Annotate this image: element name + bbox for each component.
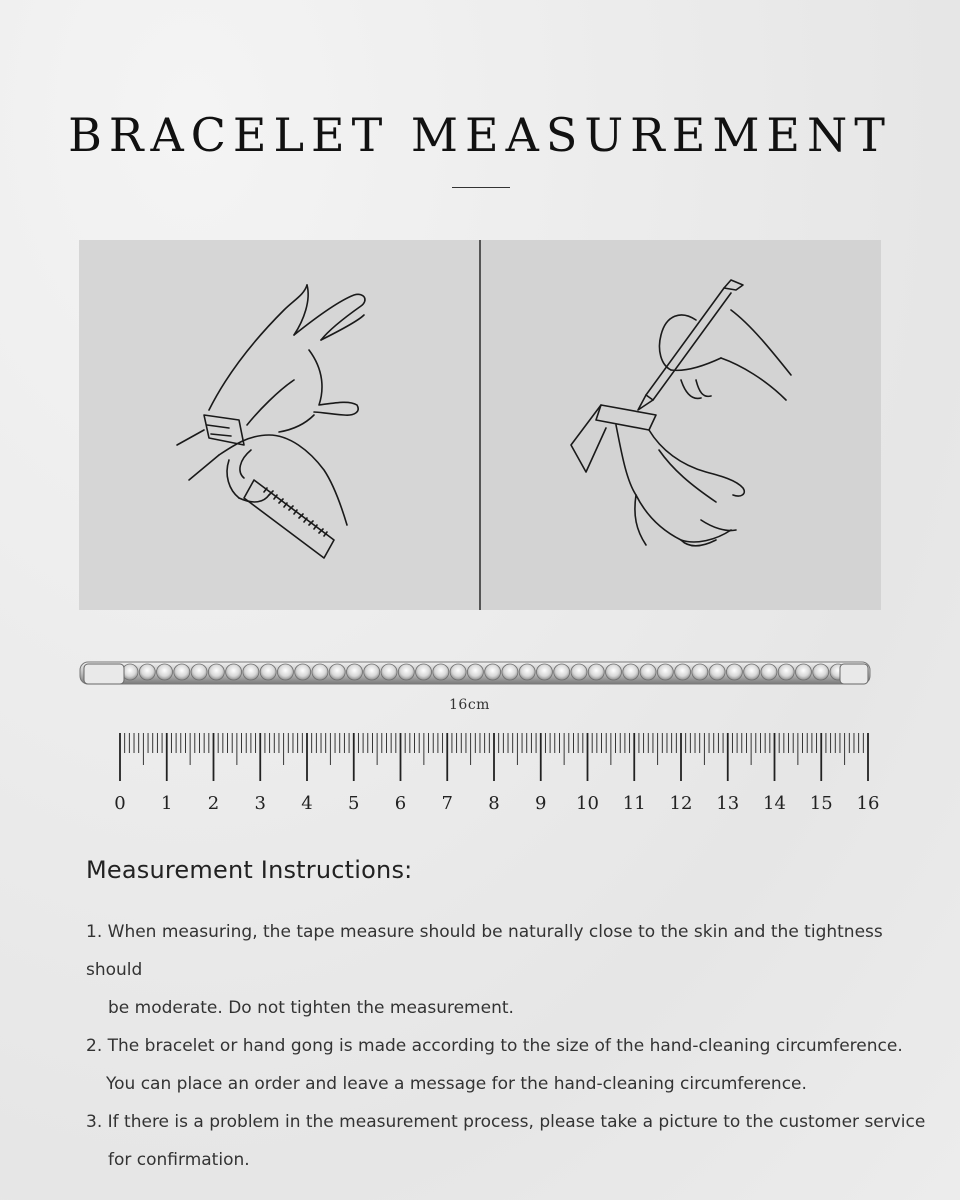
bracelet-stone [467,664,483,680]
bracelet-stone [744,664,760,680]
bracelet-stone [277,664,293,680]
wrist-measure-illustration [79,240,479,610]
bracelet-stone [795,664,811,680]
bracelet-stone [139,664,155,680]
instruction-number: 3. [86,1112,103,1132]
title-underline [452,187,510,188]
instructions-title: Measurement Instructions: [86,856,413,884]
ruler-label: 11 [622,793,646,814]
instructions-list [86,913,926,1179]
bracelet-stone [657,664,673,680]
ruler-label: 5 [348,793,360,814]
instruction-text-continued: for confirmation. [108,1150,250,1170]
bracelet-stone [208,664,224,680]
bracelet-stone [433,664,449,680]
bracelet-stone [260,664,276,680]
instruction-item [86,1103,926,1179]
bracelet-stone [312,664,328,680]
centimeter-ruler [0,725,960,825]
bracelet-stone [174,664,190,680]
instruction-text: The bracelet or hand gong is made according to the size of the hand-cleaning circumference. [107,1036,903,1056]
ruler-label: 7 [441,793,453,814]
bracelet-stone [571,664,587,680]
ruler-label: 12 [669,793,693,814]
instruction-number: 1. [86,922,103,942]
instruction-text-continued: You can place an order and leave a message for the hand-cleaning circumference. [106,1074,807,1094]
bracelet-stone [502,664,518,680]
bracelet-stone [519,664,535,680]
bracelet-stone [761,664,777,680]
instruction-number: 2. [86,1036,103,1056]
bracelet-stone [398,664,414,680]
bracelet-stone [381,664,397,680]
ruler-label: 6 [394,793,407,814]
ruler-label: 16 [856,793,880,814]
bracelet-stone [364,664,380,680]
page-title: BRACELET MEASUREMENT [68,108,892,162]
ruler-label: 14 [763,793,786,814]
bracelet-stone [640,664,656,680]
ruler-label: 9 [535,793,547,814]
bracelet-stone [226,664,242,680]
instruction-item [86,1027,926,1103]
bracelet-stone [709,664,725,680]
hand-marking-paper-strip-with-pen-icon [481,240,881,610]
bracelet-stone [191,664,207,680]
instruction-text: When measuring, the tape measure should be naturally close to the skin and the tightness should [86,922,883,980]
ruler-label: 0 [114,793,126,814]
bracelet-stone [243,664,259,680]
bracelet-stone [813,664,829,680]
ruler-label: 2 [207,793,220,814]
bracelet-stone [416,664,432,680]
bracelet-stone [295,664,311,680]
paper-strip-illustration [481,240,881,610]
bracelet-stone [485,664,501,680]
bracelet-stone [346,664,362,680]
bracelet-stone [606,664,622,680]
instruction-text: If there is a problem in the measurement process, please take a picture to the customer service [107,1112,926,1132]
bracelet-stone [588,664,604,680]
instruction-item [86,913,926,1027]
ruler-label: 13 [716,793,740,814]
bracelet-stone [726,664,742,680]
instruction-text-continued: be moderate. Do not tighten the measurement. [108,998,514,1018]
ruler-label: 15 [809,793,833,814]
ruler-label: 10 [576,793,599,814]
bracelet-stone [554,664,570,680]
bracelet-stone [157,664,173,680]
bracelet-stone [623,664,639,680]
ruler-label: 1 [161,793,173,814]
ruler-label: 4 [301,793,313,814]
bracelet-stone [536,664,552,680]
ruler-label: 3 [254,793,266,814]
bracelet-stone [692,664,708,680]
bracelet-length-label: 16cm [449,697,490,713]
bracelet-stone [675,664,691,680]
hand-wrapping-tape-around-wrist-icon [79,240,479,610]
ruler-label: 8 [488,793,500,814]
bracelet-stone [778,664,794,680]
bracelet-stone [329,664,345,680]
bracelet-stone [450,664,466,680]
tennis-bracelet-icon [0,640,960,700]
